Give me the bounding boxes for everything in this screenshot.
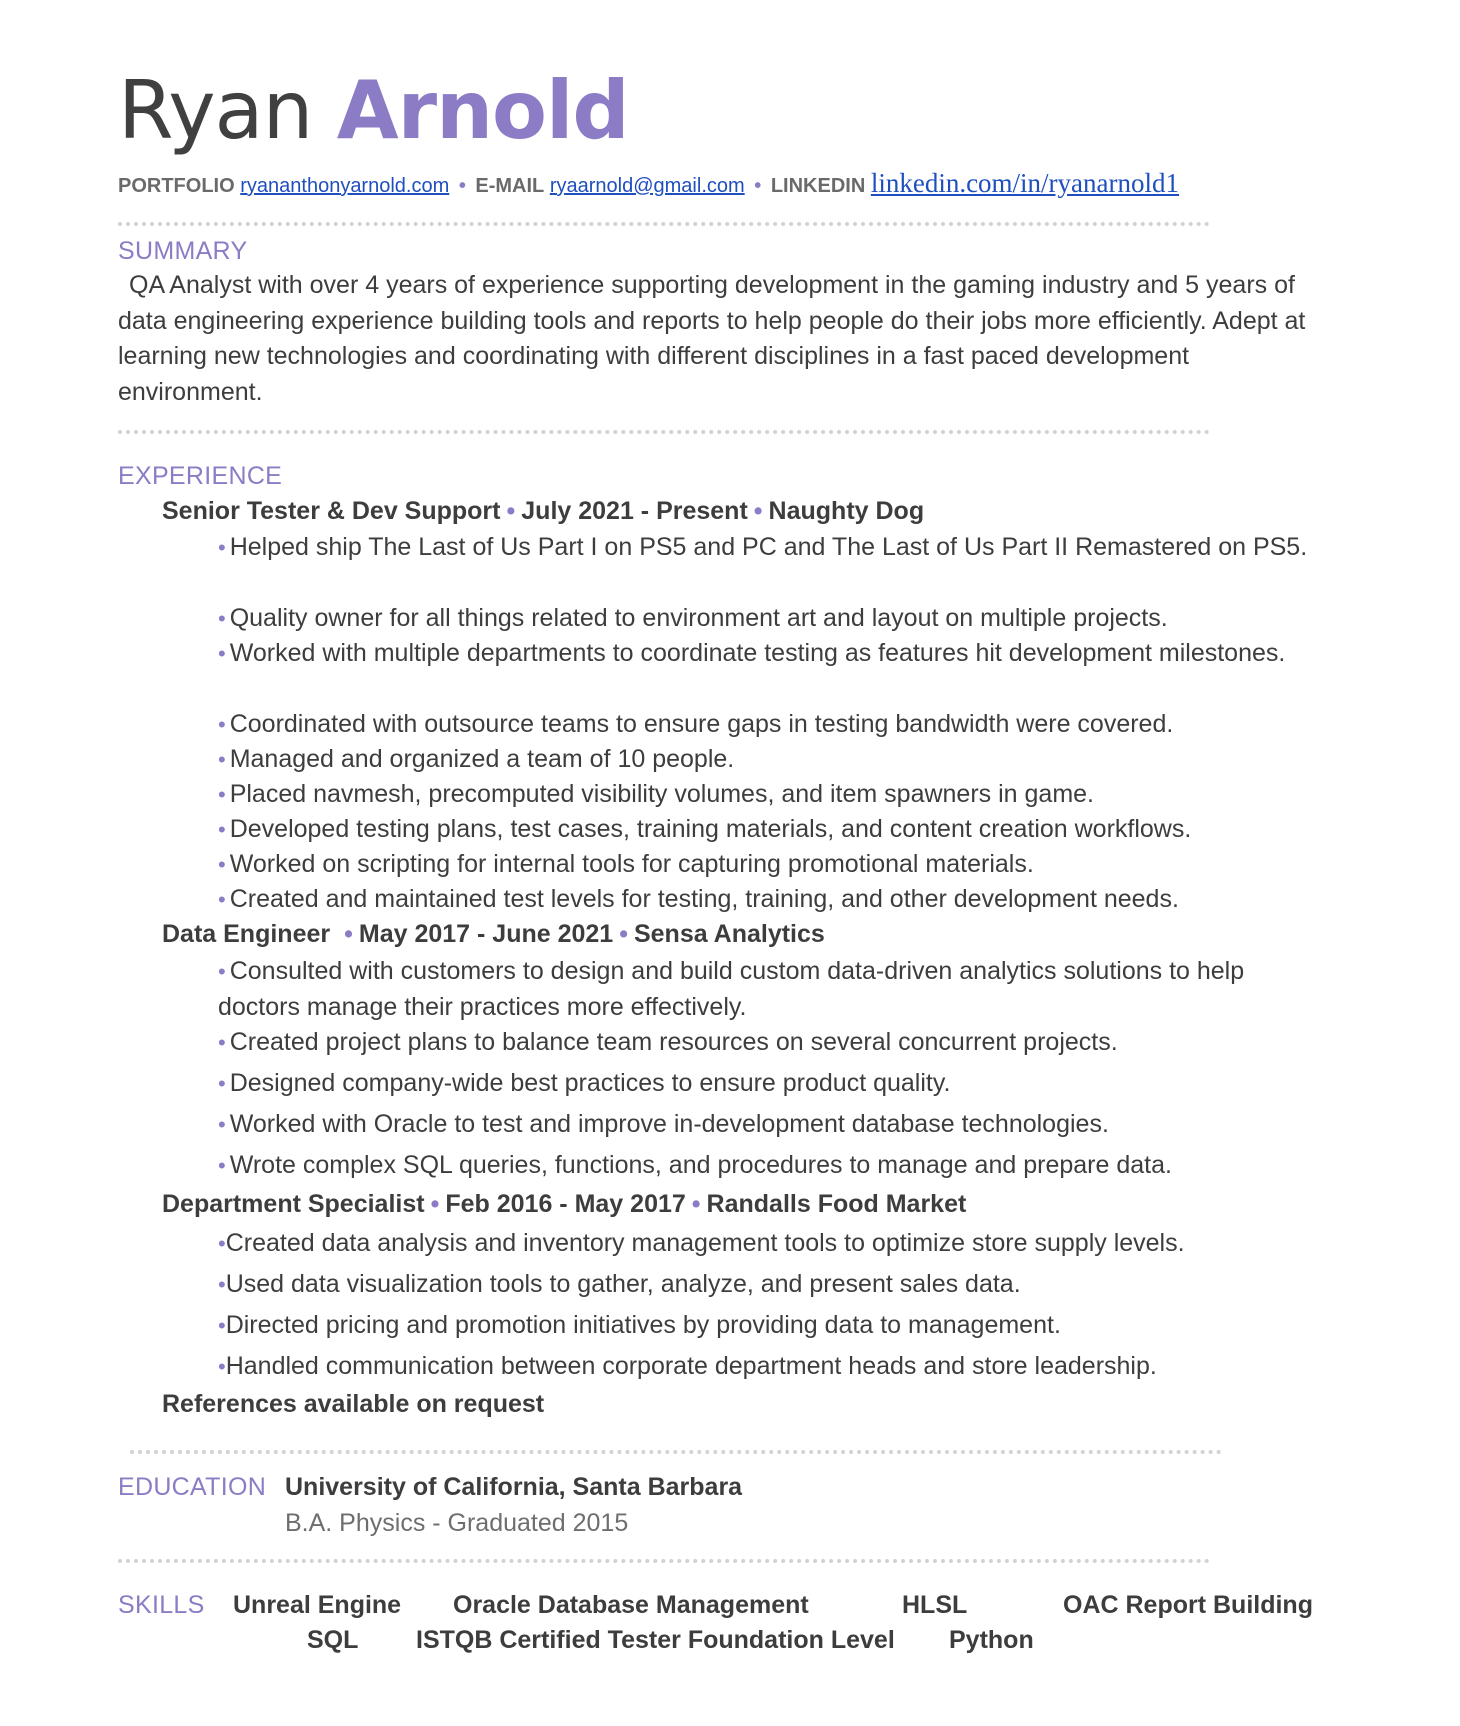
job-company: Naughty Dog <box>768 497 925 525</box>
skill-item: ISTQB Certified Tester Foundation Level <box>416 1626 895 1654</box>
job-bullet: • Quality owner for all things related to environment art and layout on multiple projects. <box>218 604 1168 632</box>
email-link[interactable]: ryaarnold@gmail.com <box>549 175 745 197</box>
bullet-marker: • <box>218 1153 226 1178</box>
job-bullet: • Worked on scripting for internal tools for capturing promotional materials. <box>218 850 1034 878</box>
bullet-marker: • <box>218 712 226 737</box>
bullet-marker: • <box>218 535 226 560</box>
job-dates: May 2017 - June 2021 <box>358 920 614 948</box>
bullet-marker: • <box>218 817 226 842</box>
job-separator: • <box>753 497 763 525</box>
job-bullet: • Managed and organized a team of 10 people. <box>218 745 735 773</box>
job-bullet: • Created and maintained test levels for testing, training, and other development needs. <box>218 885 1179 913</box>
job-title: Senior Tester & Dev Support <box>162 497 501 525</box>
job-dates: Feb 2016 - May 2017 <box>445 1190 686 1218</box>
job-bullet: •Handled communication between corporate department heads and store leadership. <box>218 1352 1157 1380</box>
portfolio-label: PORTFOLIO <box>118 175 235 197</box>
job-separator: • <box>344 920 353 948</box>
portfolio-link[interactable]: ryananthonyarnold.com <box>240 175 450 197</box>
job-separator: • <box>619 920 628 948</box>
job-header <box>162 920 825 949</box>
job-title: Department Specialist <box>162 1190 425 1218</box>
references-note: References available on request <box>162 1390 545 1418</box>
skill-item: SQL <box>307 1626 359 1654</box>
first-name: Ryan <box>118 64 313 157</box>
job-bullet: •Directed pricing and promotion initiatives by providing data to management. <box>218 1311 1061 1339</box>
skill-item: Oracle Database Management <box>453 1591 809 1619</box>
job-title: Data Engineer <box>162 920 331 948</box>
section-divider <box>118 222 1210 226</box>
bullet-marker: • <box>218 959 226 984</box>
job-bullet: •Used data visualization tools to gather, analyze, and present sales data. <box>218 1270 1021 1298</box>
skill-item: OAC Report Building <box>1063 1591 1313 1619</box>
job-bullet: • Wrote complex SQL queries, functions, and procedures to manage and prepare data. <box>218 1151 1172 1179</box>
section-divider <box>118 430 1210 434</box>
bullet-marker: • <box>218 852 226 877</box>
bullet-marker: • <box>218 887 226 912</box>
contact-separator: • <box>754 175 762 197</box>
job-separator: • <box>430 1190 440 1218</box>
email-label: E-MAIL <box>475 175 545 197</box>
bullet-marker: • <box>218 1354 226 1379</box>
skills-heading: SKILLS <box>118 1591 205 1619</box>
bullet-marker: • <box>218 1272 226 1297</box>
job-separator: • <box>506 497 516 525</box>
job-bullet: • Helped ship The Last of Us Part I on PS5 and PC and The Last of Us Part II Remastered on PS5. <box>218 533 1308 561</box>
job-bullet: • Coordinated with outsource teams to ensure gaps in testing bandwidth were covered. <box>218 710 1174 738</box>
last-name: Arnold <box>336 64 629 157</box>
bullet-marker: • <box>218 1112 226 1137</box>
linkedin-link[interactable]: linkedin.com/in/ryanarnold1 <box>870 168 1180 198</box>
candidate-name <box>118 66 629 156</box>
skill-item: HLSL <box>902 1591 968 1619</box>
job-bullet: • Worked with Oracle to test and improve in-development database technologies. <box>218 1110 1109 1138</box>
job-bullet: •Created data analysis and inventory management tools to optimize store supply levels. <box>218 1229 1185 1257</box>
bullet-marker: • <box>218 1071 226 1096</box>
job-bullet: • Created project plans to balance team resources on several concurrent projects. <box>218 1028 1118 1056</box>
job-bullet: • Placed navmesh, precomputed visibility volumes, and item spawners in game. <box>218 780 1094 808</box>
contact-separator: • <box>458 175 466 197</box>
job-header <box>162 497 924 526</box>
job-header <box>162 1190 966 1219</box>
summary-heading: SUMMARY <box>118 237 248 265</box>
section-divider <box>118 1559 1210 1563</box>
experience-heading: EXPERIENCE <box>118 462 283 490</box>
job-company: Sensa Analytics <box>633 920 825 948</box>
education-school: University of California, Santa Barbara <box>285 1473 743 1501</box>
skill-item: Python <box>949 1626 1034 1654</box>
job-separator: • <box>691 1190 701 1218</box>
bullet-marker: • <box>218 782 226 807</box>
job-company: Randalls Food Market <box>706 1190 967 1218</box>
job-bullet: • Consulted with customers to design and build custom data-driven analytics solutions to help doctors manage their practices more effectively. <box>218 957 1245 1021</box>
job-dates: July 2021 - Present <box>521 497 748 525</box>
job-bullet: • Designed company-wide best practices to ensure product quality. <box>218 1069 951 1097</box>
contact-line <box>118 168 1179 199</box>
bullet-marker: • <box>218 1231 226 1256</box>
summary-text: QA Analyst with over 4 years of experience supporting development in the gaming industry and 5 years of data engineering experience building tools and reports to help people do their jobs more efficiently. Adept at learning new technologies and coordinating with different disciplines in a fast paced development environment. <box>118 271 1306 406</box>
job-bullet: • Developed testing plans, test cases, training materials, and content creation workflows. <box>218 815 1192 843</box>
bullet-marker: • <box>218 641 226 666</box>
bullet-marker: • <box>218 747 226 772</box>
education-degree: B.A. Physics - Graduated 2015 <box>285 1509 629 1537</box>
bullet-marker: • <box>218 606 226 631</box>
bullet-marker: • <box>218 1030 226 1055</box>
linkedin-label: LINKEDIN <box>770 175 866 197</box>
bullet-marker: • <box>218 1313 226 1338</box>
education-heading: EDUCATION <box>118 1473 267 1501</box>
job-bullet: • Worked with multiple departments to coordinate testing as features hit development milestones. <box>218 639 1286 667</box>
skill-item: Unreal Engine <box>233 1591 402 1619</box>
section-divider <box>130 1450 1222 1454</box>
